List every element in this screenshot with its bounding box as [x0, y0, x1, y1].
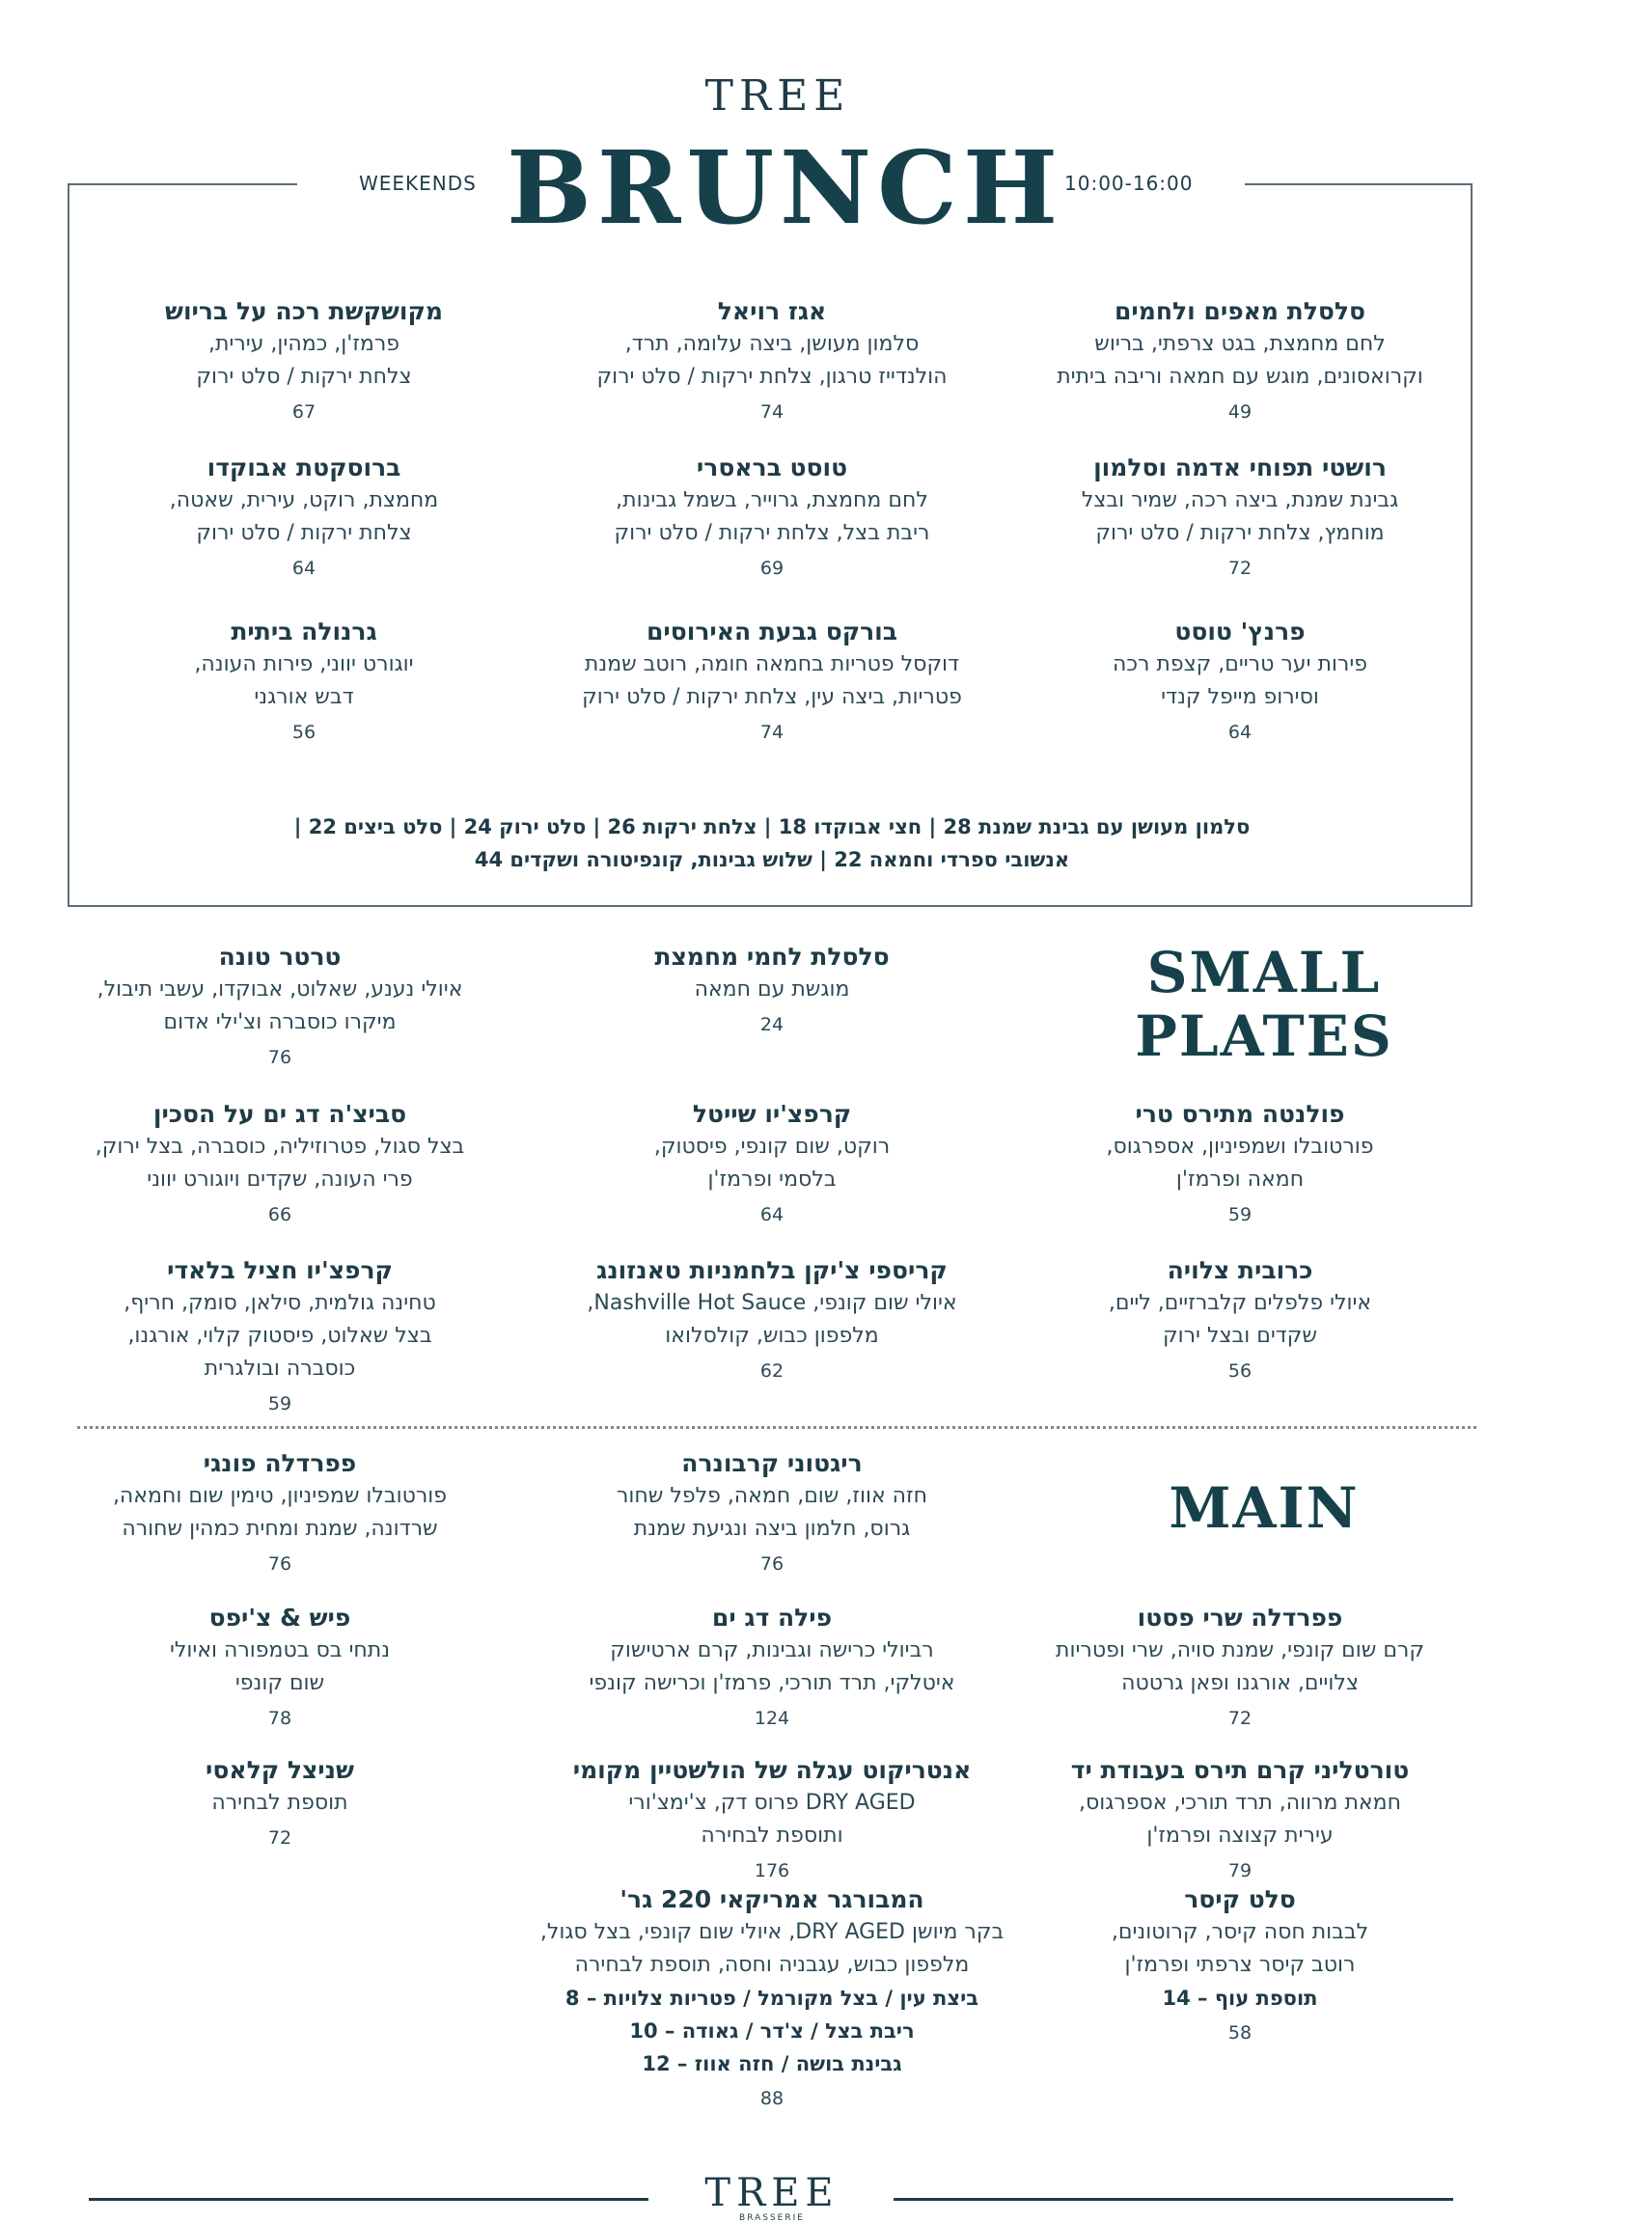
- menu-item: [43, 1447, 516, 1578]
- item-name: סלט קיסר: [1184, 1885, 1296, 1913]
- item-name: פרנץ' טוסט: [1174, 618, 1306, 645]
- weekends-label: WEEKENDS: [359, 172, 477, 195]
- item-name: אגז רויאל: [717, 297, 827, 325]
- item-addon: ביצת עין / בצל מקורמל / פטריות צלויות – 8: [564, 1987, 979, 2010]
- item-name: ריגטוני קרבונרה: [681, 1449, 863, 1477]
- item-name: סביצ'ה דג ים על הסכין: [152, 1100, 407, 1128]
- item-price: 67: [291, 401, 317, 423]
- menu-item: [540, 1447, 1004, 1578]
- footer-logo: [675, 2171, 868, 2223]
- item-name: פפרדלה שרי פסטו: [1137, 1604, 1343, 1632]
- menu-item: [540, 616, 1004, 747]
- item-price: 59: [267, 1393, 292, 1414]
- item-price: 64: [759, 1204, 785, 1225]
- item-name: המבורגר אמריקאי 220 גר': [620, 1885, 924, 1913]
- item-price: 88: [759, 2088, 785, 2109]
- footer-line-right: [894, 2198, 1453, 2201]
- item-desc: רביולי כרישה וגבינות, קרם ארטישוק: [610, 1638, 934, 1662]
- menu-item: [540, 452, 1004, 583]
- menu-item: [43, 941, 516, 1072]
- menu-item: [1008, 1883, 1472, 2047]
- item-desc: מוגשת עם חמאה: [694, 977, 850, 1002]
- item-price: 56: [291, 722, 317, 743]
- item-name: קרפצ'יו שייטל: [692, 1100, 852, 1128]
- menu-item: [482, 1883, 1061, 2113]
- item-name: פילה דג ים: [711, 1604, 833, 1632]
- item-name: סלסלת מאפים ולחמים: [1115, 297, 1365, 325]
- item-desc: יוגורט יווני, פירות העונה,: [194, 652, 414, 676]
- item-name: סלסלת לחמי מחמצת: [654, 943, 890, 971]
- item-name: פולנטה מתירס טרי: [1135, 1100, 1345, 1128]
- item-desc: עירית קצוצה ופרמז'ן: [1146, 1824, 1334, 1848]
- item-desc: שרדונה, שמנת ומחית כמהין שחורה: [122, 1517, 438, 1541]
- title-line: PLATES: [1135, 1003, 1393, 1069]
- item-desc: DRY AGED פרוס דק, צ'ימצ'ורי: [628, 1791, 916, 1815]
- item-name: קריספי צ'יקן בלחמניות טאנזונג: [596, 1256, 948, 1284]
- item-name: פפרדלה פונגי: [203, 1449, 357, 1477]
- item-price: 56: [1227, 1360, 1253, 1382]
- extras-line: אנשובי ספרדי וחמאה 22 | שלוש גבינות, קונפיטורה ושקדים 44: [474, 848, 1070, 871]
- item-price: 78: [267, 1708, 292, 1729]
- item-name: ברוסקטת אבוקדו: [206, 453, 401, 481]
- item-desc: דוקסל פטריות בחמאה חומה, רוטב שמנת: [584, 652, 960, 676]
- item-desc: פירות יער טריים, קצפת רכה: [1112, 652, 1367, 676]
- hours-label: 10:00-16:00: [1064, 172, 1194, 195]
- item-desc: טחינה גולמית, סילאן, סומק, חריף,: [124, 1291, 436, 1315]
- menu-item: [1008, 1754, 1472, 1885]
- main-title: MAIN: [1169, 1475, 1360, 1541]
- item-name: רושטי תפוחי אדמה וסלמון: [1093, 453, 1387, 481]
- item-price: 76: [759, 1553, 785, 1575]
- item-price: 64: [291, 558, 317, 579]
- item-desc: בצל שאלוט, פיסטוק קלוי, אורגנו,: [127, 1324, 432, 1348]
- item-name: קרפצ'יו חציל בלאדי: [167, 1256, 393, 1284]
- menu-item: [43, 1754, 516, 1852]
- item-name: מקושקשת רכה על בריוש: [165, 297, 443, 325]
- item-name: טורטליני קרם תירס בעבודת יד: [1070, 1756, 1410, 1784]
- item-desc: פטריות, ביצה עין, צלחת ירקות / סלט ירוק: [582, 685, 962, 709]
- footer-logo-text: TREE: [704, 2171, 840, 2215]
- item-addon: גבינת בושה / חזה אווז – 12: [642, 2052, 902, 2075]
- item-price: 72: [267, 1827, 292, 1849]
- item-desc: בקר מיושן DRY AGED, איולי שום קונפי, בצל סגול,: [539, 1920, 1005, 1944]
- title-line: SMALL: [1146, 940, 1382, 1005]
- section-divider: [77, 1426, 1476, 1429]
- item-desc: מלפפון כבוש, עגבניה וחסה, תוספת לבחירה: [574, 1953, 970, 1977]
- brunch-title: BRUNCH: [507, 128, 1064, 247]
- item-desc: גבינת שמנת, ביצה רכה, שמיר ובצל: [1081, 488, 1399, 512]
- item-desc: מיקרו כוסברה וצ'ילי אדום: [163, 1010, 397, 1034]
- menu-item: [43, 1602, 516, 1733]
- menu-item: [540, 941, 1004, 1039]
- tree-logo: TREE: [704, 71, 851, 121]
- item-desc: לבבות חסה קיסר, קרוטונים,: [1111, 1920, 1369, 1944]
- item-price: 66: [267, 1204, 292, 1225]
- item-desc: פורטובלו שמפיניון, טימין שום וחמאה,: [112, 1484, 448, 1508]
- item-desc: לחם מחמצת, בגט צרפתי, בריוש: [1094, 332, 1386, 356]
- menu-item: [540, 1754, 1004, 1885]
- item-desc: צלחת ירקות / סלט ירוק: [196, 521, 412, 545]
- item-desc: איולי נענע, שאלוט, אבוקדו, עשבי תיבול,: [96, 977, 463, 1002]
- item-desc: כוסברה ובולגרית: [204, 1357, 356, 1381]
- item-desc: חמאת מרווה, תרד תורכי, אספרגוס,: [1079, 1791, 1401, 1815]
- item-name: אנטריקוט עגלה של הולשטיין מקומי: [572, 1756, 972, 1784]
- item-price: 76: [267, 1047, 292, 1068]
- item-price: 74: [759, 722, 785, 743]
- menu-item: [1008, 1254, 1472, 1386]
- item-name: שניצל קלאסי: [206, 1756, 354, 1784]
- item-name: טרטר טונה: [218, 943, 342, 971]
- brunch-extras: [87, 810, 1457, 876]
- item-desc: חזה אווז, שום, חמאה, פלפל שחור: [616, 1484, 928, 1508]
- item-desc: הולנדייז טרגון, צלחת ירקות / סלט ירוק: [596, 365, 948, 389]
- footer-line-left: [89, 2198, 648, 2201]
- menu-item: [72, 452, 536, 583]
- menu-item: [1008, 1602, 1472, 1733]
- menu-item: [1008, 452, 1472, 583]
- item-price: 76: [267, 1553, 292, 1575]
- item-desc: שום קונפי: [234, 1671, 325, 1695]
- item-desc: לחם מחמצת, גרוייר, בשמל גבינות,: [616, 488, 928, 512]
- item-desc: קרם שום קונפי, שמנת סויה, שרי ופטריות: [1056, 1638, 1424, 1662]
- menu-item: [43, 1254, 516, 1418]
- item-desc: חמאה ופרמז'ן: [1175, 1167, 1305, 1192]
- menu-item: [72, 295, 536, 426]
- item-price: 58: [1227, 2022, 1253, 2044]
- item-desc: מלפפון כבוש, קולסלואו: [665, 1324, 879, 1348]
- item-desc: תוספת לבחירה: [211, 1791, 348, 1815]
- menu-item: [1008, 295, 1472, 426]
- item-desc: רוטב קיסר צרפתי ופרמז'ן: [1124, 1953, 1356, 1977]
- footer-logo-sub: BRASSERIE: [739, 2213, 805, 2223]
- item-desc: וקרואסונים, מוגש עם חמאה וריבה ביתית: [1057, 365, 1423, 389]
- item-desc: צלויים, אורגנו ופאן גרטטה: [1121, 1671, 1359, 1695]
- item-desc: ריבת בצל, צלחת ירקות / סלט ירוק: [614, 521, 930, 545]
- item-desc: איטלקי, תרד תורכי, פרמז'ן וכרישה קונפי: [589, 1671, 955, 1695]
- item-name: פיש & צ'יפס: [208, 1604, 351, 1632]
- item-desc: ותוספת לבחירה: [701, 1824, 843, 1848]
- item-desc: בצל סגול, פטרוזיליה, כוסברה, בצל ירוק,: [95, 1135, 465, 1159]
- menu-item: [72, 616, 536, 747]
- menu-item: [540, 1254, 1004, 1386]
- menu-item: [540, 1602, 1004, 1733]
- item-price: 64: [1227, 722, 1253, 743]
- item-desc: פרי העונה, שקדים ויוגורט יווני: [147, 1167, 413, 1192]
- item-desc: איולי פלפלים קלברזיים, ליים,: [1108, 1291, 1372, 1315]
- item-price: 72: [1227, 558, 1253, 579]
- item-price: 124: [754, 1708, 790, 1729]
- small-plates-title: [1090, 941, 1438, 1068]
- item-name: בורקס גבעת האירוסים: [647, 618, 897, 645]
- item-desc: דבש אורגני: [254, 685, 354, 709]
- item-price: 59: [1227, 1204, 1253, 1225]
- menu-item: [1008, 1098, 1472, 1229]
- item-desc: פורטובלו ושמפיניון, אספרגוס,: [1106, 1135, 1374, 1159]
- item-desc: נתחי בס בטמפורה ואיולי: [169, 1638, 391, 1662]
- item-desc: וסירופ מייפל קנדי: [1161, 685, 1319, 709]
- item-price: 24: [759, 1014, 785, 1035]
- item-name: כרובית צלויה: [1167, 1256, 1313, 1284]
- item-desc: מוחמץ, צלחת ירקות / סלט ירוק: [1095, 521, 1385, 545]
- item-price: 176: [754, 1860, 790, 1881]
- item-desc: מחמצת, רוקט, עירית, שאטה,: [169, 488, 439, 512]
- menu-item: [540, 295, 1004, 426]
- item-addon: ריבת בצל / צ'דר / גאודה – 10: [629, 2019, 915, 2043]
- item-desc: צלחת ירקות / סלט ירוק: [196, 365, 412, 389]
- extras-line: סלמון מעושן עם גבינת שמנת 28 | חצי אבוקדו 18 | צלחת ירקות 26 | סלט ירוק 24 | סלט ביצים 22 |: [293, 815, 1251, 838]
- item-desc: גרוס, חלמון ביצה ונגיעת שמנת: [633, 1517, 911, 1541]
- item-price: 62: [759, 1360, 785, 1382]
- item-price: 74: [759, 401, 785, 423]
- item-desc: פרמז'ן, כמהין, עירית,: [207, 332, 400, 356]
- item-desc: שקדים ובצל ירוק: [1163, 1324, 1317, 1348]
- item-addon: תוספת עוף – 14: [1162, 1987, 1318, 2010]
- item-price: 49: [1227, 401, 1253, 423]
- item-name: טוסט בראסרי: [696, 453, 848, 481]
- menu-item: [540, 1098, 1004, 1229]
- item-name: גרנולה ביתית: [231, 618, 377, 645]
- item-price: 69: [759, 558, 785, 579]
- menu-item: [43, 1098, 516, 1229]
- item-price: 72: [1227, 1708, 1253, 1729]
- item-price: 79: [1227, 1860, 1253, 1881]
- item-desc: רוקט, שום קונפי, פיסטוק,: [653, 1135, 891, 1159]
- menu-item: [1008, 616, 1472, 747]
- item-desc: איולי שום קונפי, Nashville Hot Sauce,: [587, 1291, 957, 1315]
- item-desc: בלסמי ופרמז'ן: [707, 1167, 837, 1192]
- item-desc: סלמון מעושן, ביצה עלומה, תרד,: [624, 332, 920, 356]
